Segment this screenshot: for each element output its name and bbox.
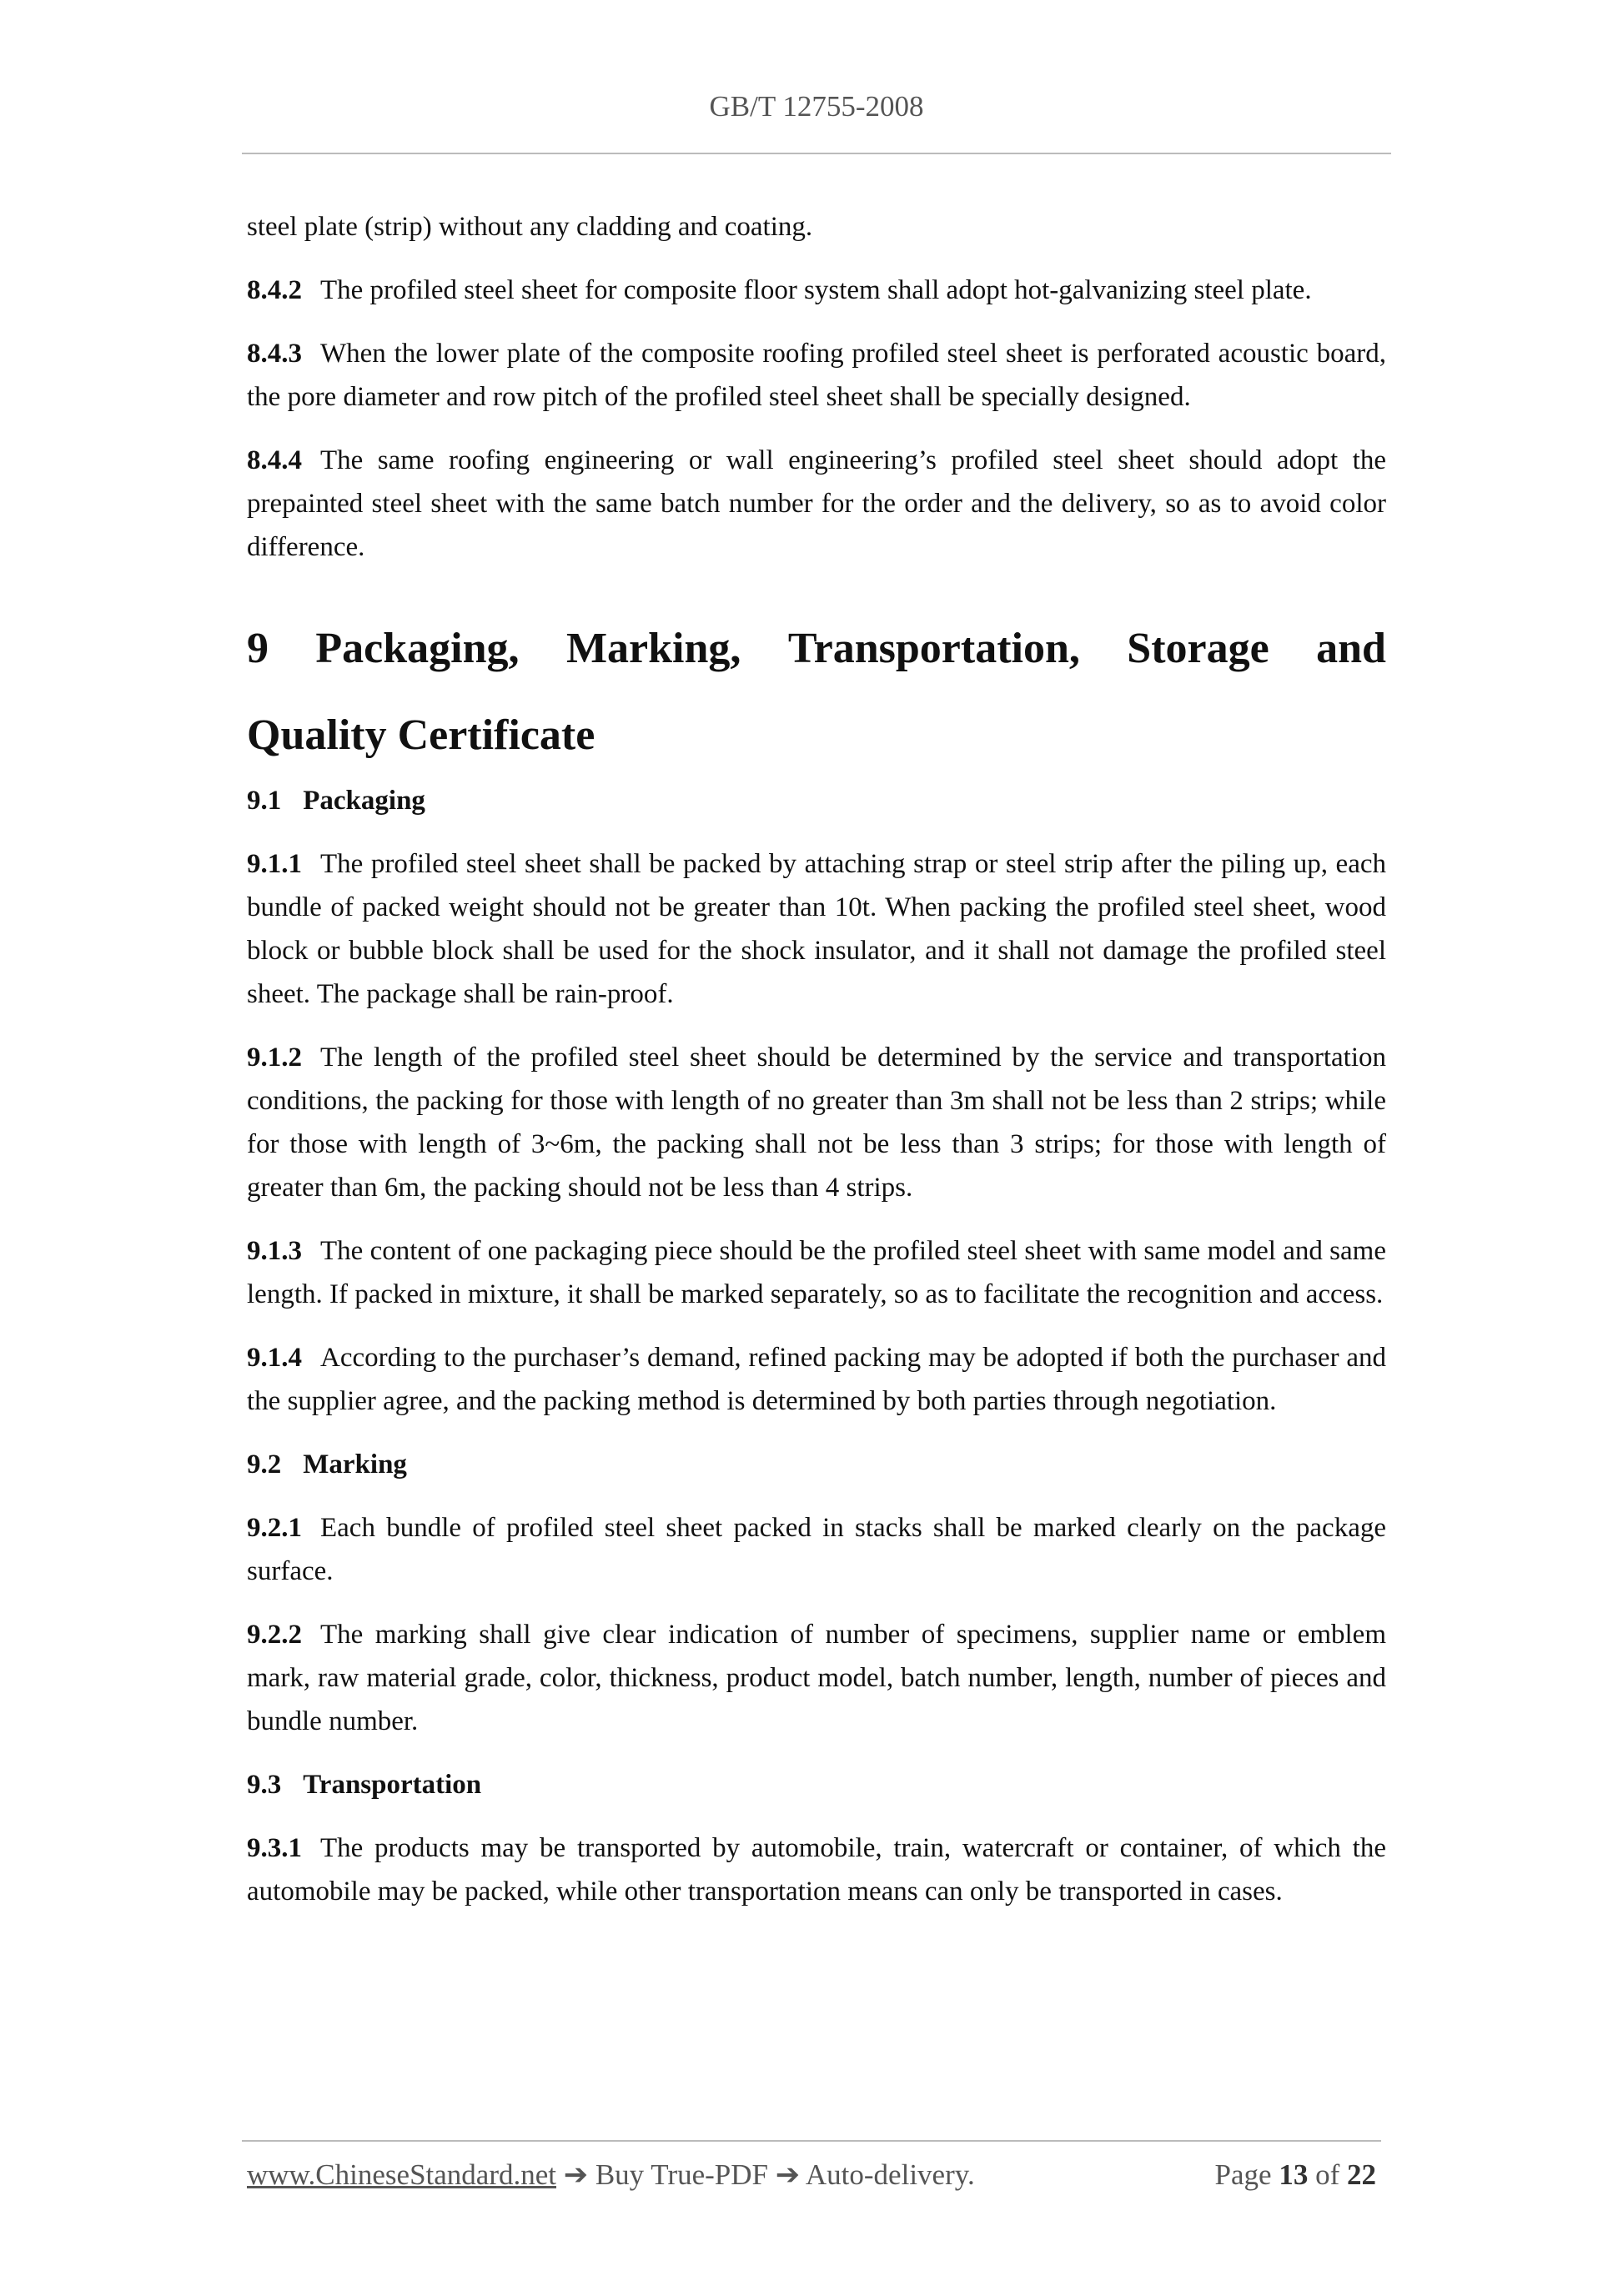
- footer-divider: [242, 2140, 1381, 2142]
- section-number: 9.3: [247, 1770, 282, 1800]
- clause-9-1-3: [247, 1229, 1386, 1316]
- section-heading-9-1: [247, 779, 1386, 822]
- clause-9-1-1: [247, 842, 1386, 1016]
- chapter-number: 9: [247, 625, 269, 672]
- buy-pdf-text: Buy True-PDF: [595, 2158, 768, 2191]
- clause-text: The length of the profiled steel sheet should be determined by the service and transportation conditions, the packing for those with length of no greater than 3m shall not be less than 2 strips; while for those with length of 3~6m, the packing shall not be less than 3 strips; for those with length of greater than 6m, the packing should not be less than 4 strips.: [247, 1042, 1386, 1203]
- clause-text: Each bundle of profiled steel sheet packed in stacks shall be marked clearly on the package surface.: [247, 1513, 1386, 1586]
- clause-number: 9.1.3: [247, 1236, 302, 1266]
- clause-9-1-2: [247, 1036, 1386, 1209]
- page-label: Page: [1214, 2158, 1272, 2191]
- auto-delivery-text: Auto-delivery.: [805, 2158, 975, 2191]
- clause-text: When the lower plate of the composite roofing profiled steel sheet is perforated acoustic board, the pore diameter and row pitch of the profiled steel sheet shall be specially designed.: [247, 339, 1386, 412]
- clause-text: The profiled steel sheet shall be packed by attaching strap or steel strip after the piling up, each bundle of packed weight should not be greater than 10t. When packing the profiled steel sheet, wood block or bubble block shall be used for the shock insulator, and it shall not damage the profiled steel sheet. The package shall be rain-proof.: [247, 849, 1386, 1009]
- clause-8-4-4: [247, 439, 1386, 569]
- clause-8-4-3: [247, 332, 1386, 419]
- section-title: Packaging: [303, 786, 425, 816]
- page-total: 22: [1347, 2158, 1376, 2191]
- clause-number: 8.4.3: [247, 339, 302, 369]
- page-of: of: [1315, 2158, 1340, 2191]
- page-number: [1215, 2158, 1376, 2192]
- arrow-right-icon: ➔: [775, 2158, 801, 2191]
- footer-promo: [247, 2158, 975, 2192]
- clause-text: The profiled steel sheet for composite floor system shall adopt hot-galvanizing steel plate.: [320, 275, 1312, 305]
- chapter-heading-line-2: Quality Certificate: [247, 711, 595, 759]
- chapter-word: Storage: [1127, 625, 1269, 672]
- document-code: GB/T 12755-2008: [709, 90, 924, 123]
- clause-number: 9.1.4: [247, 1343, 302, 1373]
- page-current: 13: [1279, 2158, 1309, 2191]
- clause-8-4-2: [247, 269, 1386, 312]
- clause-number: 8.4.4: [247, 445, 302, 475]
- chapter-word: and: [1316, 625, 1386, 672]
- clause-number: 9.2.2: [247, 1620, 302, 1650]
- page-footer: [247, 2158, 1376, 2192]
- clause-text: The same roofing engineering or wall engineering’s profiled steel sheet should adopt the prepainted steel sheet with the same batch number for the order and the delivery, so as to avoid color difference.: [247, 445, 1386, 562]
- section-title: Transportation: [303, 1770, 482, 1800]
- clause-9-3-1: [247, 1826, 1386, 1913]
- website-link[interactable]: www.ChineseStandard.net: [247, 2158, 556, 2191]
- chapter-word: Marking,: [565, 625, 741, 672]
- clause-number: 9.3.1: [247, 1833, 302, 1863]
- clause-text: The content of one packaging piece should be the profiled steel sheet with same model and same length. If packed in mixture, it shall be marked separately, so as to facilitate the recognition and access.: [247, 1236, 1386, 1309]
- clause-number: 8.4.2: [247, 275, 302, 305]
- chapter-word: Transportation,: [787, 625, 1080, 672]
- clause-9-2-2: [247, 1613, 1386, 1743]
- clause-number: 9.1.2: [247, 1042, 302, 1073]
- clause-9-1-4: [247, 1336, 1386, 1423]
- section-heading-9-2: [247, 1443, 1386, 1486]
- clause-number: 9.1.1: [247, 849, 302, 879]
- section-title: Marking: [303, 1449, 407, 1480]
- header-divider: [242, 153, 1391, 154]
- clause-text: According to the purchaser’s demand, refined packing may be adopted if both the purchaser and the supplier agree, and the packing method is determined by both parties through negotiation.: [247, 1343, 1386, 1416]
- paragraph-text: steel plate (strip) without any cladding and coating.: [247, 212, 813, 242]
- document-body: [247, 205, 1386, 1933]
- chapter-heading: [247, 605, 1386, 692]
- chapter-word: Packaging,: [315, 625, 520, 672]
- paragraph-continued: [247, 205, 1386, 249]
- clause-9-2-1: [247, 1506, 1386, 1593]
- section-number: 9.2: [247, 1449, 282, 1480]
- clause-text: The products may be transported by automobile, train, watercraft or container, of which the automobile may be packed, while other transportation means can only be transported in cases.: [247, 1833, 1386, 1907]
- section-number: 9.1: [247, 786, 282, 816]
- clause-text: The marking shall give clear indication of number of specimens, supplier name or emblem mark, raw material grade, color, thickness, product model, batch number, length, number of pieces and bundle number.: [247, 1620, 1386, 1736]
- clause-number: 9.2.1: [247, 1513, 302, 1543]
- arrow-right-icon: ➔: [563, 2158, 589, 2191]
- page-header: [242, 90, 1391, 123]
- section-heading-9-3: [247, 1763, 1386, 1806]
